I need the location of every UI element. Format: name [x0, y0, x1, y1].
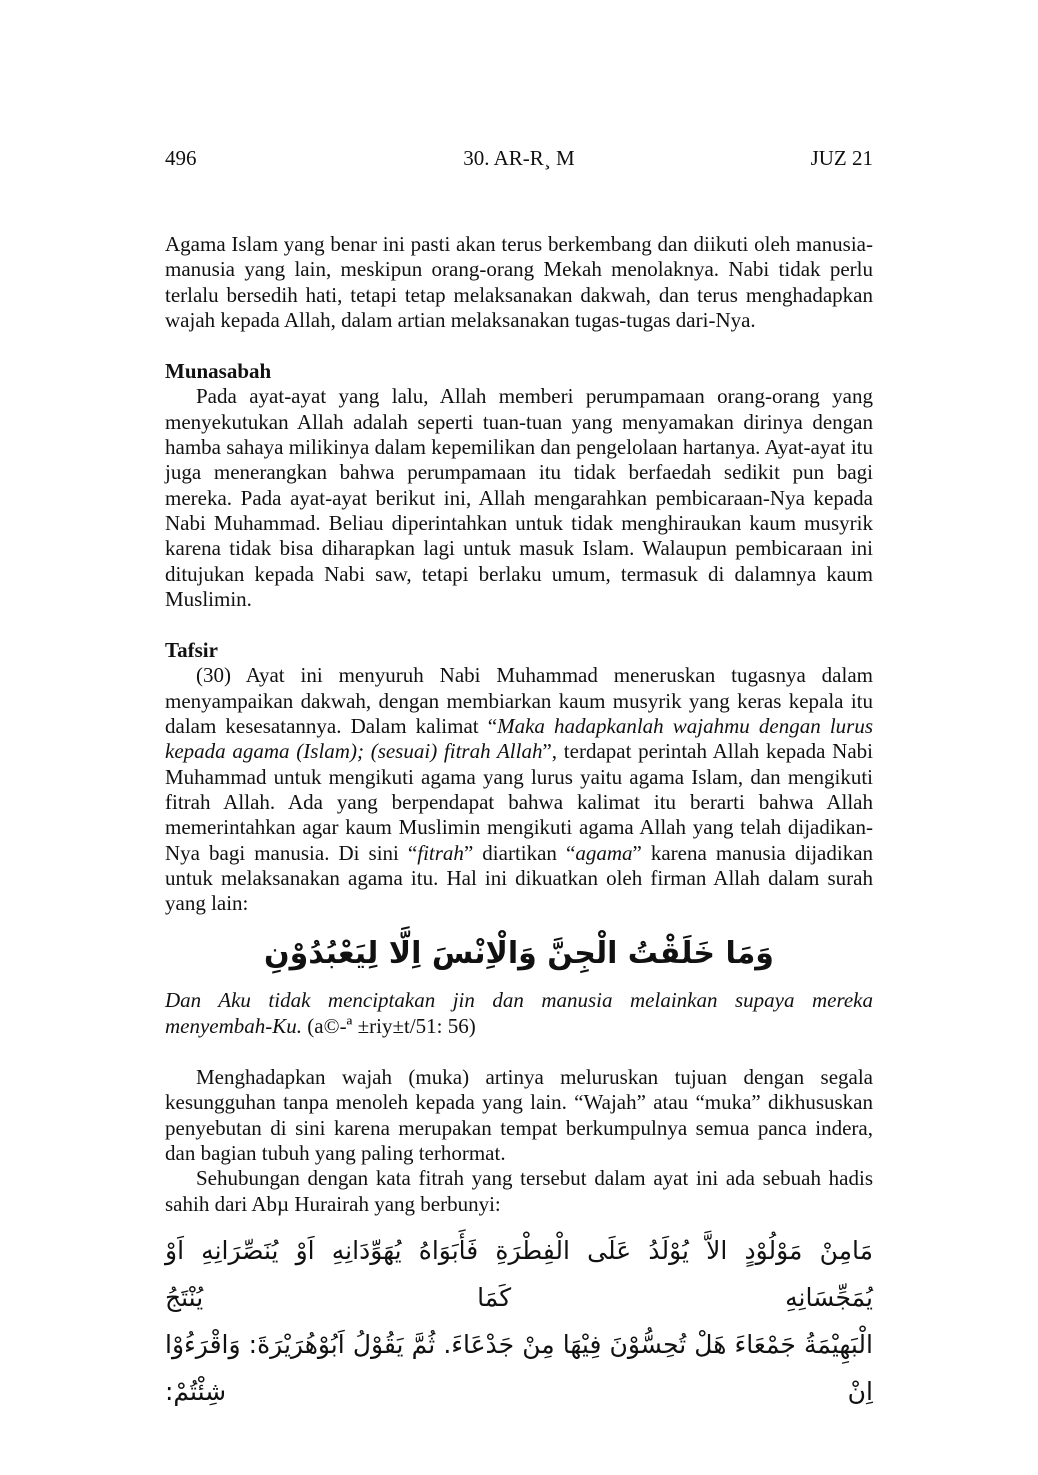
hadith-line-1: مَامِنْ مَوْلُوْدٍ الاَّ يُوْلَدُ عَلَى الْفِطْرَةِ فَأَبَوَاهُ يُهَوِّدَانِهِ اَوْ يُنَصِّرَانِهِ اَوْ يُمَجِّسَانِهِ كَمَا يُنْتَجُ [165, 1235, 873, 1312]
tafsir-paragraph-1: (30) Ayat ini menyuruh Nabi Muhammad meneruskan tugasnya dalam menyampaikan dakwah, dengan membiarkan kaum musyrik yang keras kepala itu dalam kesesatannya. Dalam kalimat “Maka hadapkanlah wajahmu dengan lurus kepada agama (Islam); (sesuai) fitrah Allah”, terdapat perintah Allah kepada Nabi Muhammad untuk mengikuti agama yang lurus yaitu agama Islam, dan mengikuti fitrah Allah. Ada yang berpendapat bahwa kalimat itu berarti bahwa Allah memerintahkan agar kaum Muslimin mengikuti agama Allah yang telah dijadikan-Nya bagi manusia. Di sini “fitrah” diartikan “agama” karena manusia dijadikan untuk melaksanakan agama itu. Hal ini dikuatkan oleh firman Allah dalam surah yang lain: [165, 663, 874, 916]
arabic-verse-text: وَمَا خَلَقْتُ الْجِنَّ وَالْاِنْسَ اِلَّا لِيَعْبُدُوْنِ [264, 935, 774, 971]
tafsir-heading: Tafsir [165, 638, 218, 663]
arabic-hadith [165, 1227, 873, 1415]
quoted-verse: Maka hadapkanlah wajahmu dengan lurus kepada agama (Islam); (sesuai) fitrah Allah [165, 714, 873, 764]
verse-translation: Dan Aku tidak menciptakan jin dan manusia melainkan supaya mereka menyembah-Ku. (a©-ª ±riy±t/51: 56) [165, 988, 873, 1038]
tafsir-paragraph-2: Menghadapkan wajah (muka) artinya meluruskan tujuan dengan segala kesungguhan tanpa menoleh kepada yang lain. “Wajah” atau “muka” dikhususkan penyebutan di sini karena merupakan tempat berkumpulnya semua panca indera, dan bagian tubuh yang paling terhormat. [165, 1065, 873, 1165]
page-header [165, 146, 873, 176]
term-fitrah: fitrah [417, 840, 464, 865]
arabic-verse [165, 918, 873, 988]
hadith-line-2: الْبَهِيْمَةُ جَمْعَاءَ هَلْ تُحِسُّوْنَ فِيْهَا مِنْ جَدْعَاءَ. ثُمَّ يَقُوْلُ اَبُوْهُرَيْرَةَ: وَاقْرَءُوْا اِنْ شِئْتُمْ: [165, 1329, 873, 1406]
juz-label: JUZ 21 [810, 146, 873, 170]
verse-reference: (a©-ª ±riy±t/51: 56) [302, 1013, 476, 1038]
page-number: 496 [165, 146, 197, 170]
term-agama: agama [575, 840, 633, 865]
page-body [165, 232, 873, 1415]
running-title: 30. AR-R¸ M [463, 146, 575, 170]
munasabah-paragraph: Pada ayat-ayat yang lalu, Allah memberi perumpamaan orang-orang yang menyekutukan Allah adalah seperti tuan-tuan yang menyamakan dirinya dengan hamba sahaya milikinya dalam kepemilikan dan pengelolaan hartanya. Ayat-ayat itu juga menerangkan bahwa perumpamaan itu tidak berfaedah sedikit pun bagi mereka. Pada ayat-ayat berikut ini, Allah mengarahkan pembicaraan-Nya kepada Nabi Muhammad. Beliau diperintahkan untuk tidak menghiraukan kaum musyrik karena tidak bisa diharapkan lagi untuk masuk Islam. Walaupun pembicaraan ini ditujukan kepada Nabi saw, tetapi berlaku umum, termasuk di dalamnya kaum Muslimin. [165, 384, 873, 611]
munasabah-heading: Munasabah [165, 359, 272, 384]
intro-paragraph: Agama Islam yang benar ini pasti akan terus berkembang dan diikuti oleh manusia-manusia yang lain, meskipun orang-orang Mekah menolaknya. Nabi tidak perlu terlalu bersedih hati, tetapi tetap melaksanakan dakwah, dan terus menghadapkan wajah kepada Allah, dalam artian melaksanakan tugas-tugas dari-Nya. [165, 232, 873, 332]
tafsir-paragraph-3: Sehubungan dengan kata fitrah yang tersebut dalam ayat ini ada sebuah hadis sahih dari Abµ Hurairah yang berbunyi: [165, 1166, 873, 1216]
